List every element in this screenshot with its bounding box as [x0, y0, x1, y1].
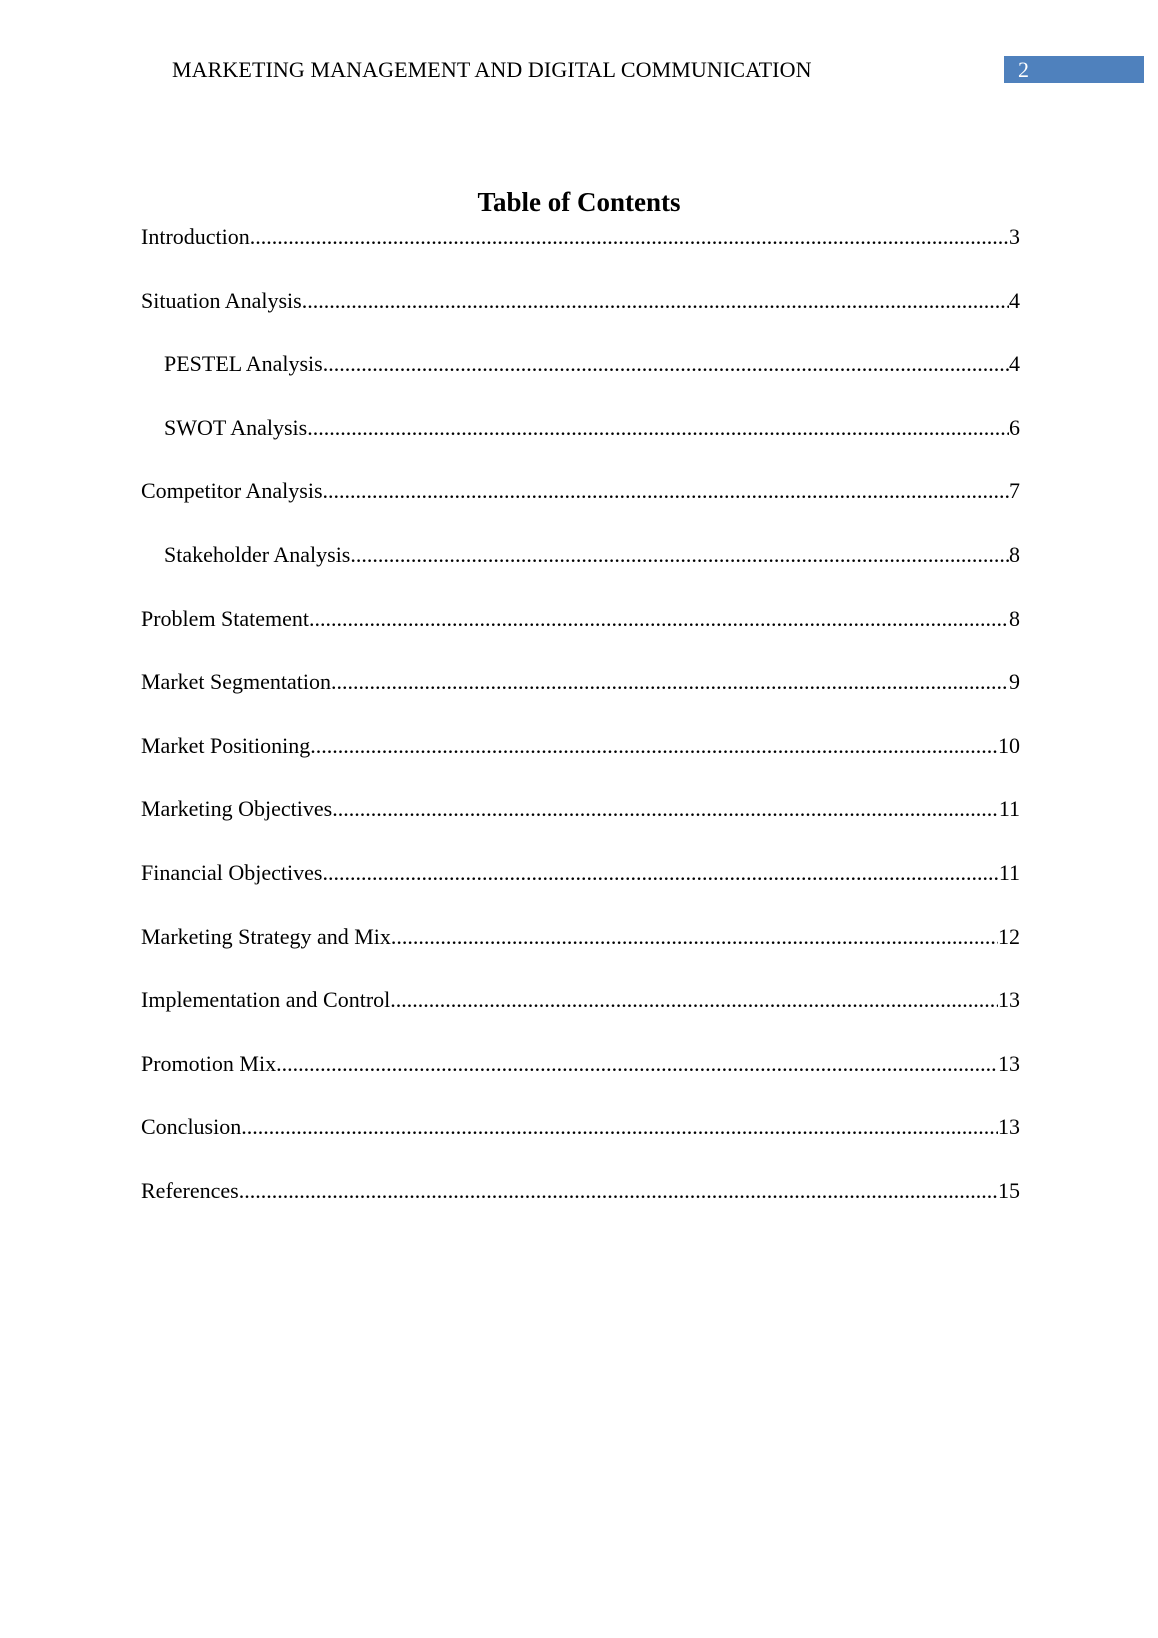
toc-entry-marketing-strategy-and-mix[interactable]	[141, 922, 1020, 986]
toc-entry-situation-analysis[interactable]	[141, 286, 1020, 350]
dot-leader	[391, 922, 998, 952]
toc-entry-page: 4	[1009, 287, 1020, 313]
dot-leader	[322, 858, 998, 888]
dot-leader	[309, 604, 1009, 634]
toc-heading: Table of Contents	[477, 187, 681, 217]
toc-entry-page: 13	[998, 987, 1020, 1013]
dot-leader	[331, 667, 1009, 697]
dot-leader	[323, 349, 1009, 379]
dot-leader	[390, 985, 998, 1015]
dot-leader	[250, 222, 1009, 252]
page-header	[0, 0, 1158, 100]
running-header-title: MARKETING MANAGEMENT AND DIGITAL COMMUNICATION	[172, 57, 812, 82]
toc-entry-label: Financial Objectives	[141, 859, 323, 885]
dot-leader	[307, 413, 1009, 443]
toc-entry-label: Market Positioning	[141, 732, 311, 758]
dot-leader	[323, 476, 1010, 506]
dot-leader	[241, 1112, 998, 1142]
toc-entry-page: 11	[998, 859, 1020, 885]
toc-entry-market-positioning[interactable]	[141, 731, 1020, 795]
toc-entry-page: 8	[1009, 541, 1020, 567]
toc-entry-market-segmentation[interactable]	[141, 667, 1020, 731]
toc-entry-page: 13	[998, 1050, 1020, 1076]
toc-entry-page: 8	[1009, 605, 1020, 631]
toc-entry-problem-statement[interactable]	[141, 604, 1020, 668]
dot-leader	[302, 286, 1009, 316]
toc-entry-conclusion[interactable]	[141, 1112, 1020, 1176]
toc-entry-label: Situation Analysis	[141, 287, 302, 313]
toc-entry-label: Promotion Mix	[141, 1050, 277, 1076]
toc-entry-page: 6	[1009, 414, 1020, 440]
toc-entry-stakeholder-analysis[interactable]	[141, 540, 1020, 604]
toc-entry-pestel-analysis[interactable]	[141, 349, 1020, 413]
dot-leader	[239, 1176, 998, 1206]
toc-entry-introduction[interactable]	[141, 222, 1020, 286]
toc-entry-label: Stakeholder Analysis	[164, 541, 351, 567]
toc-entry-label: References	[141, 1177, 239, 1203]
toc-entry-label: Introduction	[141, 224, 250, 249]
toc-entry-page: 7	[1009, 478, 1020, 504]
toc-entry-swot-analysis[interactable]	[141, 413, 1020, 477]
toc-entry-page: 3	[1009, 224, 1020, 249]
toc-entry-references[interactable]	[141, 1176, 1020, 1240]
toc-entry-page: 12	[998, 923, 1020, 949]
toc-entry-label: Marketing Objectives	[141, 796, 333, 822]
toc-entry-label: Conclusion	[141, 1114, 242, 1140]
toc-entry-implementation-and-control[interactable]	[141, 985, 1020, 1049]
toc-entry-financial-objectives[interactable]	[141, 858, 1020, 922]
toc-entry-page: 4	[1009, 351, 1020, 377]
toc-entry-label: Problem Statement	[141, 605, 310, 631]
toc-entry-label: SWOT Analysis	[164, 414, 308, 440]
toc-entry-marketing-objectives[interactable]	[141, 794, 1020, 858]
toc-entry-page: 11	[998, 796, 1020, 822]
page-number-badge: 2	[1004, 56, 1144, 83]
dot-leader	[350, 540, 1009, 570]
toc-entry-page: 9	[1009, 669, 1020, 695]
toc-entry-competitor-analysis[interactable]	[141, 476, 1020, 540]
toc-entry-page: 10	[998, 732, 1020, 758]
dot-leader	[332, 794, 999, 824]
table-of-contents	[141, 222, 1020, 1240]
toc-entry-page: 13	[998, 1114, 1020, 1140]
toc-entry-page: 15	[998, 1177, 1020, 1203]
toc-entry-promotion-mix[interactable]	[141, 1049, 1020, 1113]
toc-entry-label: Market Segmentation	[141, 669, 332, 695]
dot-leader	[276, 1049, 998, 1079]
dot-leader	[310, 731, 998, 761]
toc-entry-label: Implementation and Control	[141, 987, 391, 1013]
toc-entry-label: Marketing Strategy and Mix	[141, 923, 391, 949]
toc-entry-label: Competitor Analysis	[141, 478, 323, 504]
toc-entry-label: PESTEL Analysis	[164, 351, 323, 377]
